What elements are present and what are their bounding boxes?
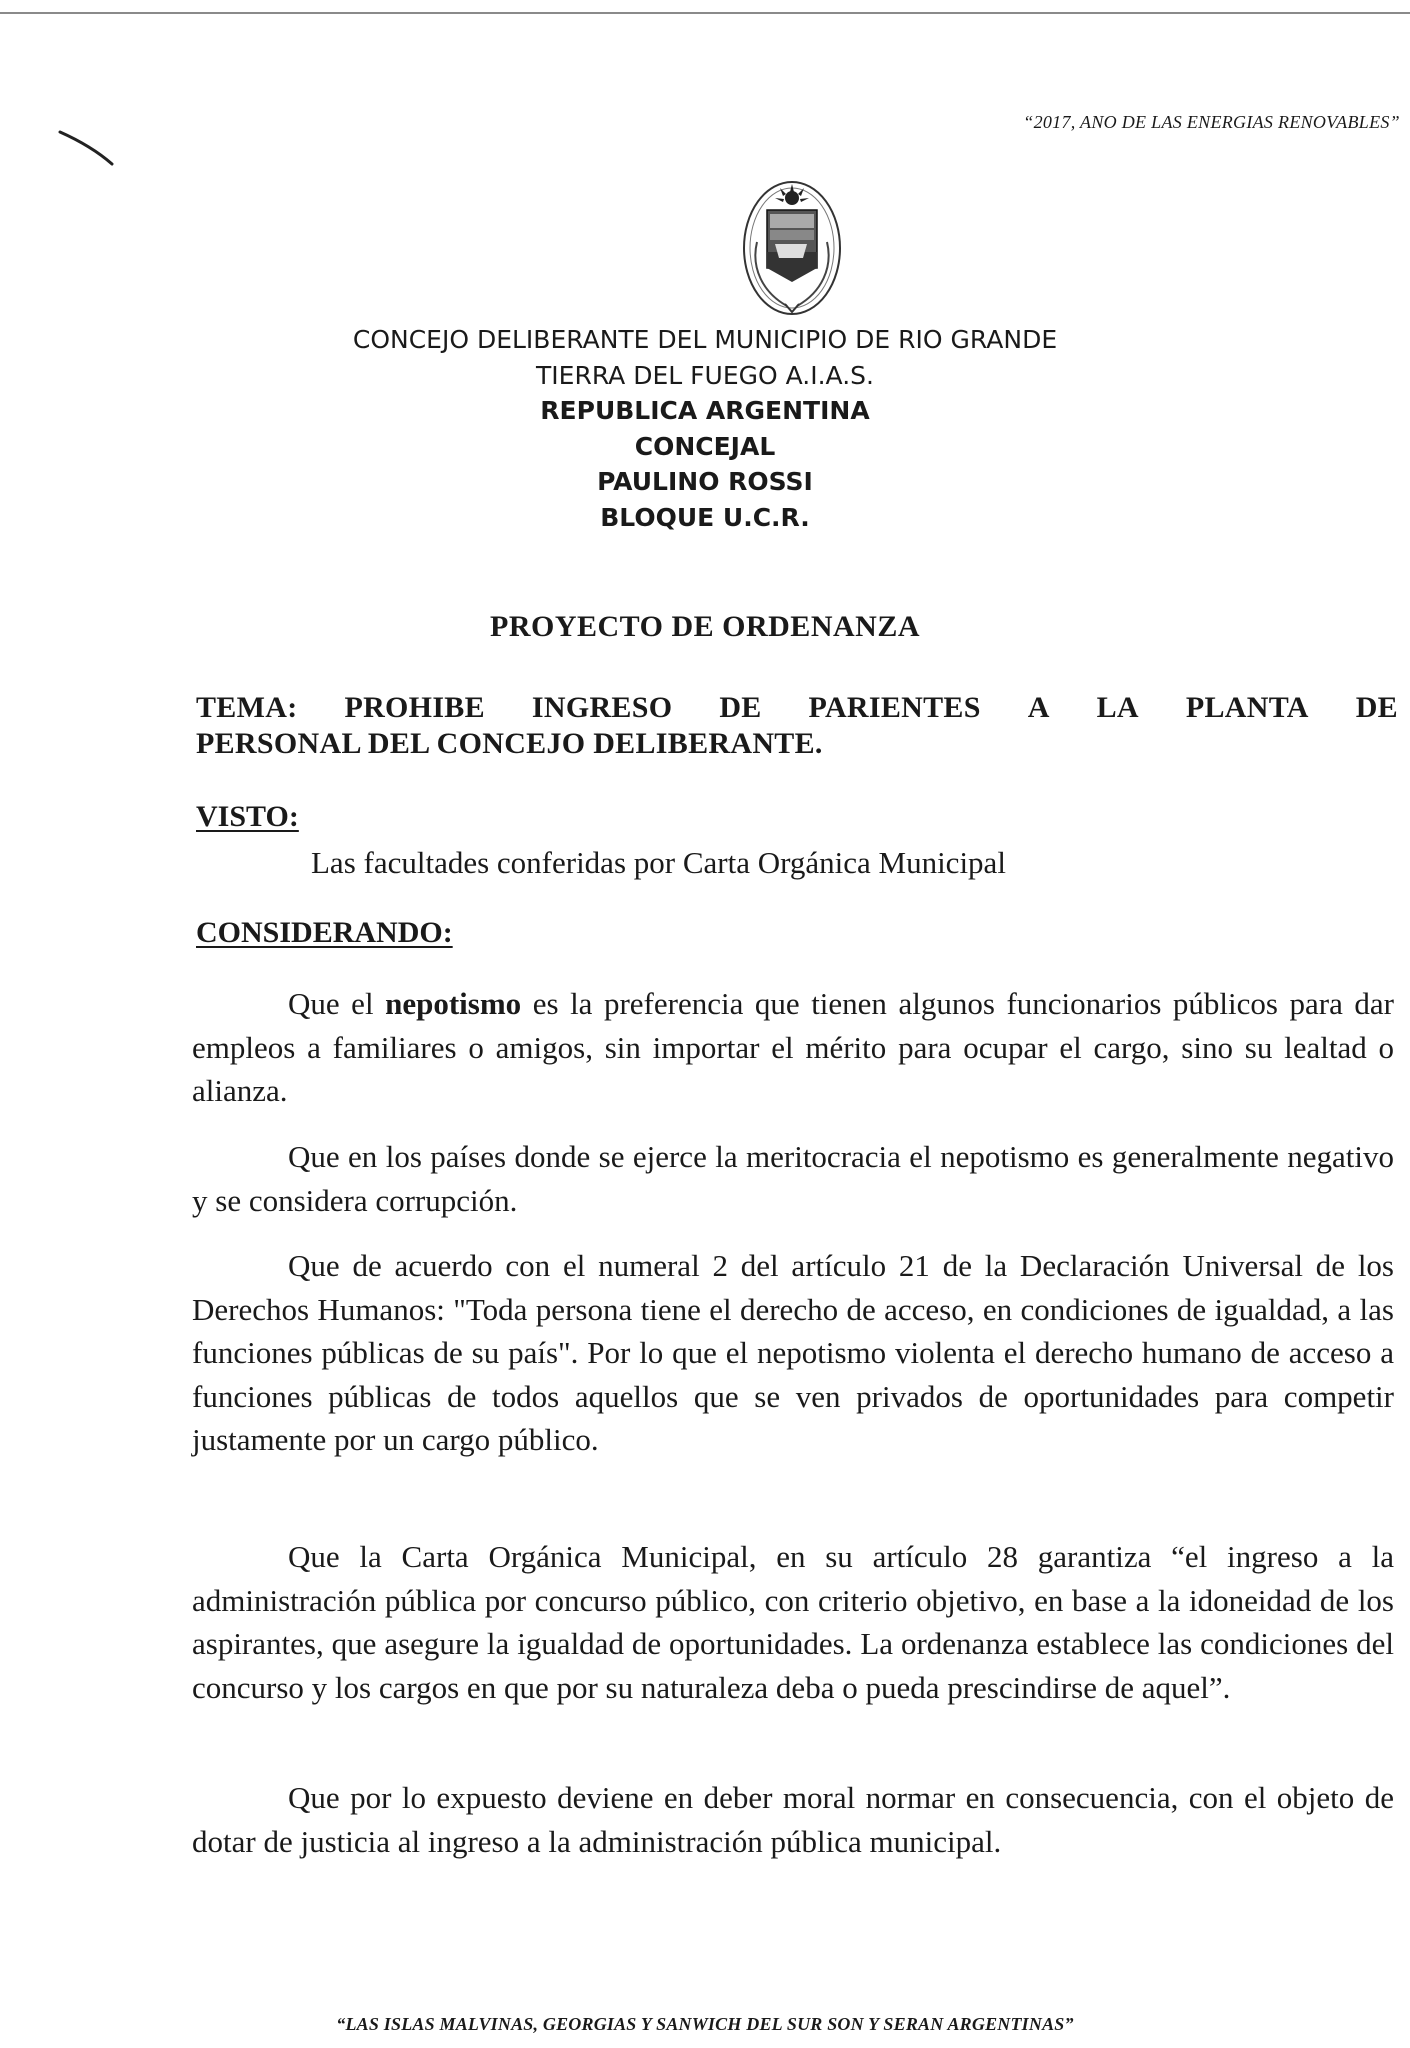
considerando-label: CONSIDERANDO: [196,916,453,949]
letterhead-bloc: BLOQUE U.C.R. [600,502,810,532]
subject-word: A [1027,691,1050,724]
subject-heading-line1 [196,690,1398,726]
paragraph-1 [192,982,1394,1113]
footer-motto: “LAS ISLAS MALVINAS, GEORGIAS Y SANWICH DEL SUR SON Y SERAN ARGENTINAS” [336,2014,1074,2034]
subject-word: INGRESO [531,691,673,724]
paragraph-1-lead: Que el [288,986,386,1021]
header-motto-text: “2017, ANO DE LAS ENERGIAS RENOVABLES” [1023,112,1400,132]
paragraph-4-text: Que la Carta Orgánica Municipal, en su artículo 28 garantiza “el ingreso a la administración pública por concurso público, con criterio objetivo, en base a la idoneidad de los aspirantes, que asegure la igualdad de oportunidades. La ordenanza establece las condiciones del concurso y los cargos en que por su naturaleza deba o pueda prescindirse de aquel”. [192,1539,1394,1705]
letterhead-council: CONCEJO DELIBERANTE DEL MUNICIPIO DE RIO GRANDE [352,325,1058,354]
subject-word: TEMA: [196,691,298,724]
letterhead-province: TIERRA DEL FUEGO A.I.A.S. [536,360,874,390]
subject-word: DE [719,691,762,724]
visto-text: Las facultades conferidas por Carta Orgánica Municipal [311,845,1006,880]
paragraph-3-text: Que de acuerdo con el numeral 2 del artículo 21 de la Declaración Universal de los Derechos Humanos: "Toda persona tiene el derecho de acceso, en condiciones de igualdad, a las funciones públicas de su país". Por lo que el nepotismo violenta el derecho humano de acceso a funciones públicas de todos aquellos que se ven privados de oportunidades para competir justamente por un cargo público. [192,1248,1394,1457]
document-title: PROYECTO DE ORDENANZA [490,610,920,643]
subject-heading-line2: PERSONAL DEL CONCEJO DELIBERANTE. [196,727,823,760]
subject-word: PROHIBE [344,691,485,724]
letterhead [0,322,1410,535]
paragraph-1-keyword: nepotismo [385,986,522,1021]
letterhead-councillor-name: PAULINO ROSSI [597,467,813,496]
paragraph-2-text: Que en los países donde se ejerce la meritocracia el nepotismo es generalmente negativo y se considera corrupción. [192,1139,1394,1218]
visto-label: VISTO: [196,800,299,833]
paragraph-4 [192,1535,1394,1709]
paragraph-2 [192,1135,1394,1222]
subject-word: LA [1096,691,1139,724]
subject-word: PARIENTES [808,691,981,724]
subject-heading [196,690,1398,762]
letterhead-role: CONCEJAL [634,431,776,461]
subject-word: DE [1355,691,1398,724]
pen-stroke-mark [58,128,118,168]
paragraph-5 [192,1776,1394,1863]
letterhead-country: REPUBLICA ARGENTINA [540,396,870,425]
paragraph-3 [192,1244,1394,1462]
subject-word: PLANTA [1185,691,1309,724]
scan-top-rule [0,12,1410,14]
municipal-coat-of-arms [737,172,847,320]
paragraph-1-rest: es la preferencia que tienen algunos funcionarios públicos para dar empleos a familiares o amigos, sin importar el mérito para ocupar el cargo, sino su lealtad o alianza. [192,986,1394,1108]
paragraph-5-text: Que por lo expuesto deviene en deber moral normar en consecuencia, con el objeto de dotar de justicia al ingreso a la administración pública municipal. [192,1780,1394,1859]
